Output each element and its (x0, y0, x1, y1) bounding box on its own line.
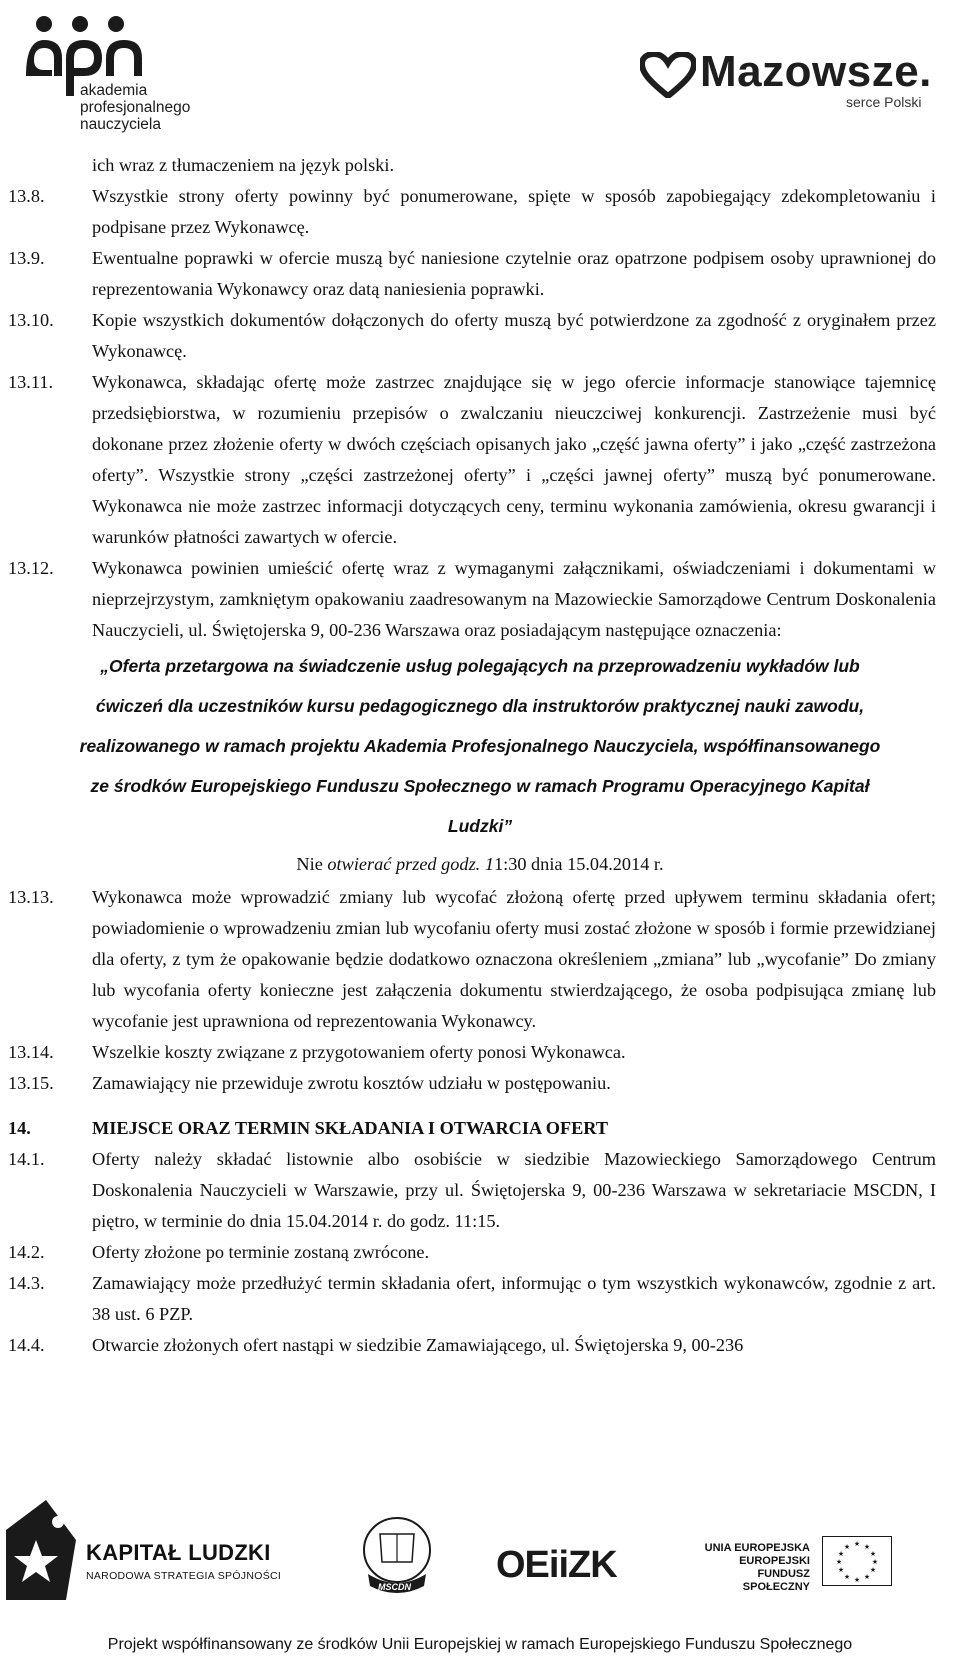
kapital-ludzki-subtitle: NARODOWA STRATEGIA SPÓJNOŚCI (86, 1570, 282, 1582)
section-title: MIEJSCE ORAZ TERMIN SKŁADANIA I OTWARCIA OFERT (92, 1118, 609, 1138)
item-text: Kopie wszystkich dokumentów dołączonych do oferty muszą być potwierdzone za zgodność z oryginałem przez Wykonawcę. (92, 310, 936, 361)
item-number: 13.14. (8, 1042, 54, 1062)
marking-line: „Oferta przetargowa na świadczenie usług polegających na przeprowadzeniu wykładów lub (100, 656, 860, 676)
list-item (0, 181, 960, 243)
item-text: Oferty złożone po terminie zostaną zwrócone. (92, 1242, 430, 1262)
item-text: Wykonawca może wprowadzić zmiany lub wycofać złożoną ofertę przed upływem terminu składania ofert; powiadomienie o wprowadzeniu zmian lub wycofaniu oferty musi zostać złożone w sposób i formie przewidzianej dla oferty, z tym że opakowanie będzie dodatkowo oznaczona określeniem „zmiana” lub „wycofanie” Do zmiany lub wycofania oferty konieczne jest załączenia dokumentu stwierdzającego, że osoba podpisująca zmianę lub wycofanie jest uprawniona od reprezentowania Wykonawcy. (92, 887, 936, 1031)
marking-line: Ludzki” (447, 816, 513, 836)
item-text: ich wraz z tłumaczeniem na język polski. (92, 155, 395, 175)
page-header (0, 0, 960, 150)
marking-line: ćwiczeń dla uczestników kursu pedagogicznego dla instruktorów praktycznej nauki zawodu, (95, 696, 865, 716)
svg-text:★: ★ (837, 1550, 845, 1558)
svg-text:★: ★ (853, 1576, 861, 1584)
apn-logo-line: profesjonalnego (80, 99, 191, 116)
date-italic: otwierać przed godz. 1 (327, 854, 494, 874)
item-number: 13.8. (8, 186, 45, 206)
eu-line: EUROPEJSKI (739, 1555, 810, 1567)
list-item (0, 1237, 960, 1268)
mscdn-label: MSCDN (378, 1582, 411, 1592)
footer-funding-text: Projekt współfinansowany ze środków Unii Europejskiej w ramach Europejskiego Funduszu Społecznego (107, 1636, 853, 1653)
svg-text:★: ★ (843, 1543, 851, 1551)
apn-logo-line: nauczyciela (80, 116, 161, 133)
svg-text:★: ★ (863, 1543, 871, 1551)
list-item (0, 367, 960, 553)
svg-text:★: ★ (869, 1566, 877, 1574)
list-item (0, 1268, 960, 1330)
eu-line: FUNDUSZ SPOŁECZNY (742, 1568, 810, 1593)
svg-text:★: ★ (835, 1558, 843, 1566)
kapital-ludzki-title: KAPITAŁ LUDZKI (86, 1540, 271, 1565)
eu-text (704, 1542, 810, 1594)
oeiizk-logo-text: OEiiZK (496, 1544, 617, 1586)
item-number: 13.12. (8, 558, 54, 578)
marking-line: ze środków Europejskiego Funduszu Społecznego w ramach Programu Operacyjnego Kapitał (90, 776, 870, 796)
item-text: Otwarcie złożonych ofert nastąpi w siedzibie Zamawiającego, ul. Świętojerska 9, 00-236 (92, 1335, 744, 1355)
eu-line: UNIA EUROPEJSKA (704, 1542, 810, 1554)
footer-logos (0, 1492, 960, 1602)
list-item (0, 1068, 960, 1099)
item-number: 13.9. (8, 248, 45, 268)
item-number: 14.3. (8, 1273, 45, 1293)
apn-logo-text (80, 82, 190, 133)
item-text: Oferty należy składać listownie albo osobiście w siedzibie Mazowieckiego Samorządowego Centrum Doskonalenia Nauczycieli w Warszawie, przy ul. Świętojerska 9, 00-236 Warszawa w sekretariacie MSCDN, I piętro, w terminie do dnia 15.04.2014 r. do godz. 11:15. (92, 1149, 936, 1231)
item-text: Ewentualne poprawki w ofercie muszą być naniesione czytelnie oraz opatrzone podpisem osoby uprawnionej do reprezentowania Wykonawcy oraz datą naniesienia poprawki. (92, 248, 936, 299)
heart-logo-icon (640, 52, 696, 98)
item-text: Zamawiający może przedłużyć termin składania ofert, informując o tym wszystkich wykonawców, zgodnie z art. 38 ust. 6 PZP. (92, 1273, 936, 1324)
section-number: 14. (8, 1118, 31, 1138)
apn-logo-line: akademia (80, 82, 148, 99)
marking-line: realizowanego w ramach projektu Akademia Profesjonalnego Nauczyciela, współfinansowanego (79, 736, 881, 756)
item-text: Wykonawca, składając ofertę może zastrzec znajdujące się w jego ofercie informacje stanowiące tajemnicę przedsiębiorstwa, w rozumieniu przepisów o zwalczaniu nieuczciwej konkurencji. Zastrzeżenie musi być dokonane przez złożenie oferty w dwóch częściach opisanych jako „część jawna oferty” i jako „część zastrzeżona oferty”. Wszystkie strony „części zastrzeżonej oferty” i „części jawnej oferty” muszą być ponumerowane. Wykonawca nie może zastrzec informacji dotyczących ceny, terminu wykonania zamówienia, okresu gwarancji i warunków płatności zawartych w ofercie. (92, 372, 936, 547)
item-text: Wykonawca powinien umieścić ofertę wraz z wymaganymi załącznikami, oświadczeniami i dokumentami w nieprzejrzystym, zamkniętym opakowaniu zaadresowanym na Mazowieckie Samorządowe Centrum Doskonalenia Nauczycieli, ul. Świętojerska 9, 00-236 Warszawa oraz posiadającym następujące oznaczenia: (92, 558, 936, 640)
list-item (0, 553, 960, 646)
svg-text:★: ★ (871, 1558, 879, 1566)
section-heading (0, 1113, 960, 1144)
list-item (0, 1037, 960, 1068)
item-text: Zamawiający nie przewiduje zwrotu kosztów udziału w postępowaniu. (92, 1073, 611, 1093)
item-number: 13.11. (8, 372, 54, 392)
svg-text:★: ★ (843, 1573, 851, 1581)
item-number: 14.4. (8, 1335, 45, 1355)
svg-text:★: ★ (869, 1550, 877, 1558)
svg-text:★: ★ (837, 1566, 845, 1574)
envelope-marking (0, 646, 960, 882)
list-item (0, 1144, 960, 1237)
svg-text:★: ★ (863, 1573, 871, 1581)
document-body (0, 150, 960, 1361)
list-item (0, 882, 960, 1037)
list-item (0, 150, 960, 181)
eu-flag-icon (822, 1536, 892, 1586)
item-number: 13.15. (8, 1073, 54, 1093)
item-text: Wszystkie strony oferty powinny być ponumerowane, spięte w sposób zapobiegający zdekompletowaniu i podpisane przez Wykonawcę. (92, 186, 936, 237)
item-number: 14.2. (8, 1242, 45, 1262)
item-number: 14.1. (8, 1149, 45, 1169)
list-item (0, 1330, 960, 1361)
mazowsze-subtitle: serce Polski (846, 94, 922, 110)
item-number: 13.10. (8, 310, 54, 330)
do-not-open-line (0, 846, 960, 882)
item-number: 13.13. (8, 887, 54, 907)
item-text: Wszelkie koszty związane z przygotowaniem oferty ponosi Wykonawca. (92, 1042, 626, 1062)
list-item (0, 243, 960, 305)
list-item (0, 305, 960, 367)
date-prefix: Nie (296, 854, 323, 874)
kapital-ludzki-star-icon (6, 1500, 76, 1600)
date-rest: 1:30 dnia 15.04.2014 r. (493, 854, 664, 874)
svg-text:★: ★ (853, 1540, 861, 1548)
mazowsze-logo-text: Mazowsze. (700, 47, 932, 96)
